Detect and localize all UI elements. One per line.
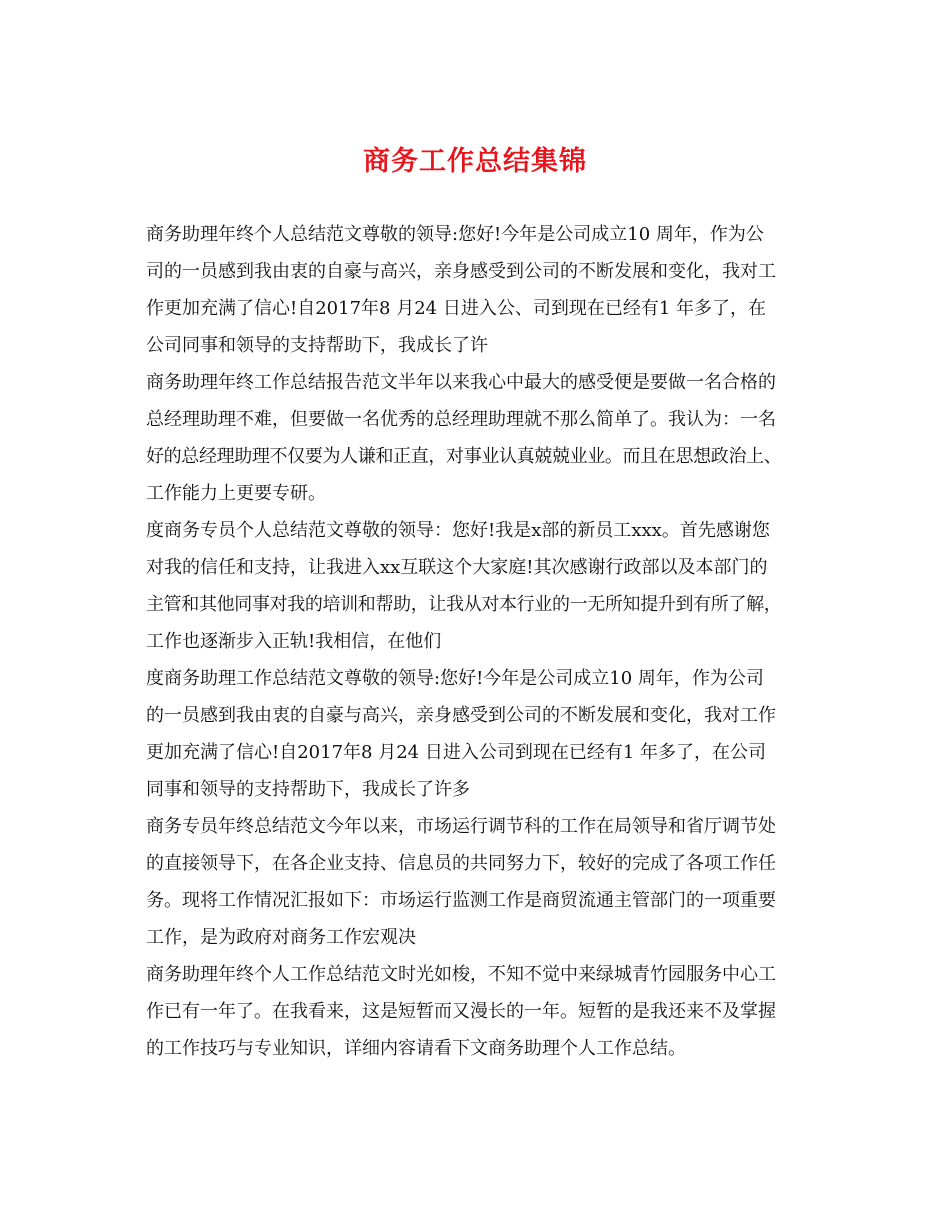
body-line: 的直接领导下，在各企业支持、信息员的共同努力下，较好的完成了各项工作任: [146, 853, 776, 874]
body-line: 商务助理年终个人工作总结范文时光如梭，不知不觉中来绿城青竹园服务中心工: [146, 964, 776, 985]
body-line: 商务专员年终总结范文今年以来，市场运行调节科的工作在局领导和省厅调节处: [146, 816, 776, 837]
body-line: 司的一员感到我由衷的自豪与高兴，亲身感受到公司的不断发展和变化，我对工: [146, 261, 776, 282]
body-line: 同事和领导的支持帮助下，我成长了许多: [146, 779, 470, 800]
body-line: 好的总经理助理不仅要为人谦和正直，对事业认真兢兢业业。而且在思想政治上、: [146, 446, 782, 467]
body-line: 总经理助理不难，但要做一名优秀的总经理助理就不那么简单了。我认为：一名: [146, 409, 776, 430]
body-line: 度商务专员个人总结范文尊敬的领导：您好!我是x部的新员工xxx。首先感谢您: [146, 520, 770, 541]
body-line: 工作也逐渐步入正轨!我相信，在他们: [146, 631, 442, 652]
body-line: 工作能力上更要专研。: [146, 483, 326, 504]
body-line: 作更加充满了信心!自2017年8 月24 日进入公、司到现在已经有1 年多了，在: [146, 298, 767, 319]
body-line: 主管和其他同事对我的培训和帮助，让我从对本行业的一无所知提升到有所了解，: [146, 594, 782, 615]
document-body: [146, 216, 816, 1067]
body-line: 商务助理年终工作总结报告范文半年以来我心中最大的感受便是要做一名合格的: [146, 372, 776, 393]
document-title: 商务工作总结集锦: [363, 146, 587, 177]
body-line: 商务助理年终个人总结范文尊敬的领导:您好!今年是公司成立10 周年，作为公: [146, 224, 764, 245]
body-line: 作已有一年了。在我看来，这是短暂而又漫长的一年。短暂的是我还来不及掌握: [146, 1001, 776, 1022]
body-line: 更加充满了信心!自2017年8 月24 日进入公司到现在已经有1 年多了，在公司: [146, 742, 767, 763]
body-line: 的工作技巧与专业知识，详细内容请看下文商务助理个人工作总结。: [146, 1038, 686, 1059]
body-line: 对我的信任和支持，让我进入xx互联这个大家庭!其次感谢行政部以及本部门的: [146, 557, 768, 578]
body-line: 工作，是为政府对商务工作宏观决: [146, 927, 416, 948]
body-line: 公司同事和领导的支持帮助下，我成长了许: [146, 335, 488, 356]
body-line: 度商务助理工作总结范文尊敬的领导:您好!今年是公司成立10 周年，作为公司: [146, 668, 764, 689]
body-line: 的一员感到我由衷的自豪与高兴，亲身感受到公司的不断发展和变化，我对工作: [146, 705, 776, 726]
body-line: 务。现将工作情况汇报如下：市场运行监测工作是商贸流通主管部门的一项重要: [146, 890, 776, 911]
